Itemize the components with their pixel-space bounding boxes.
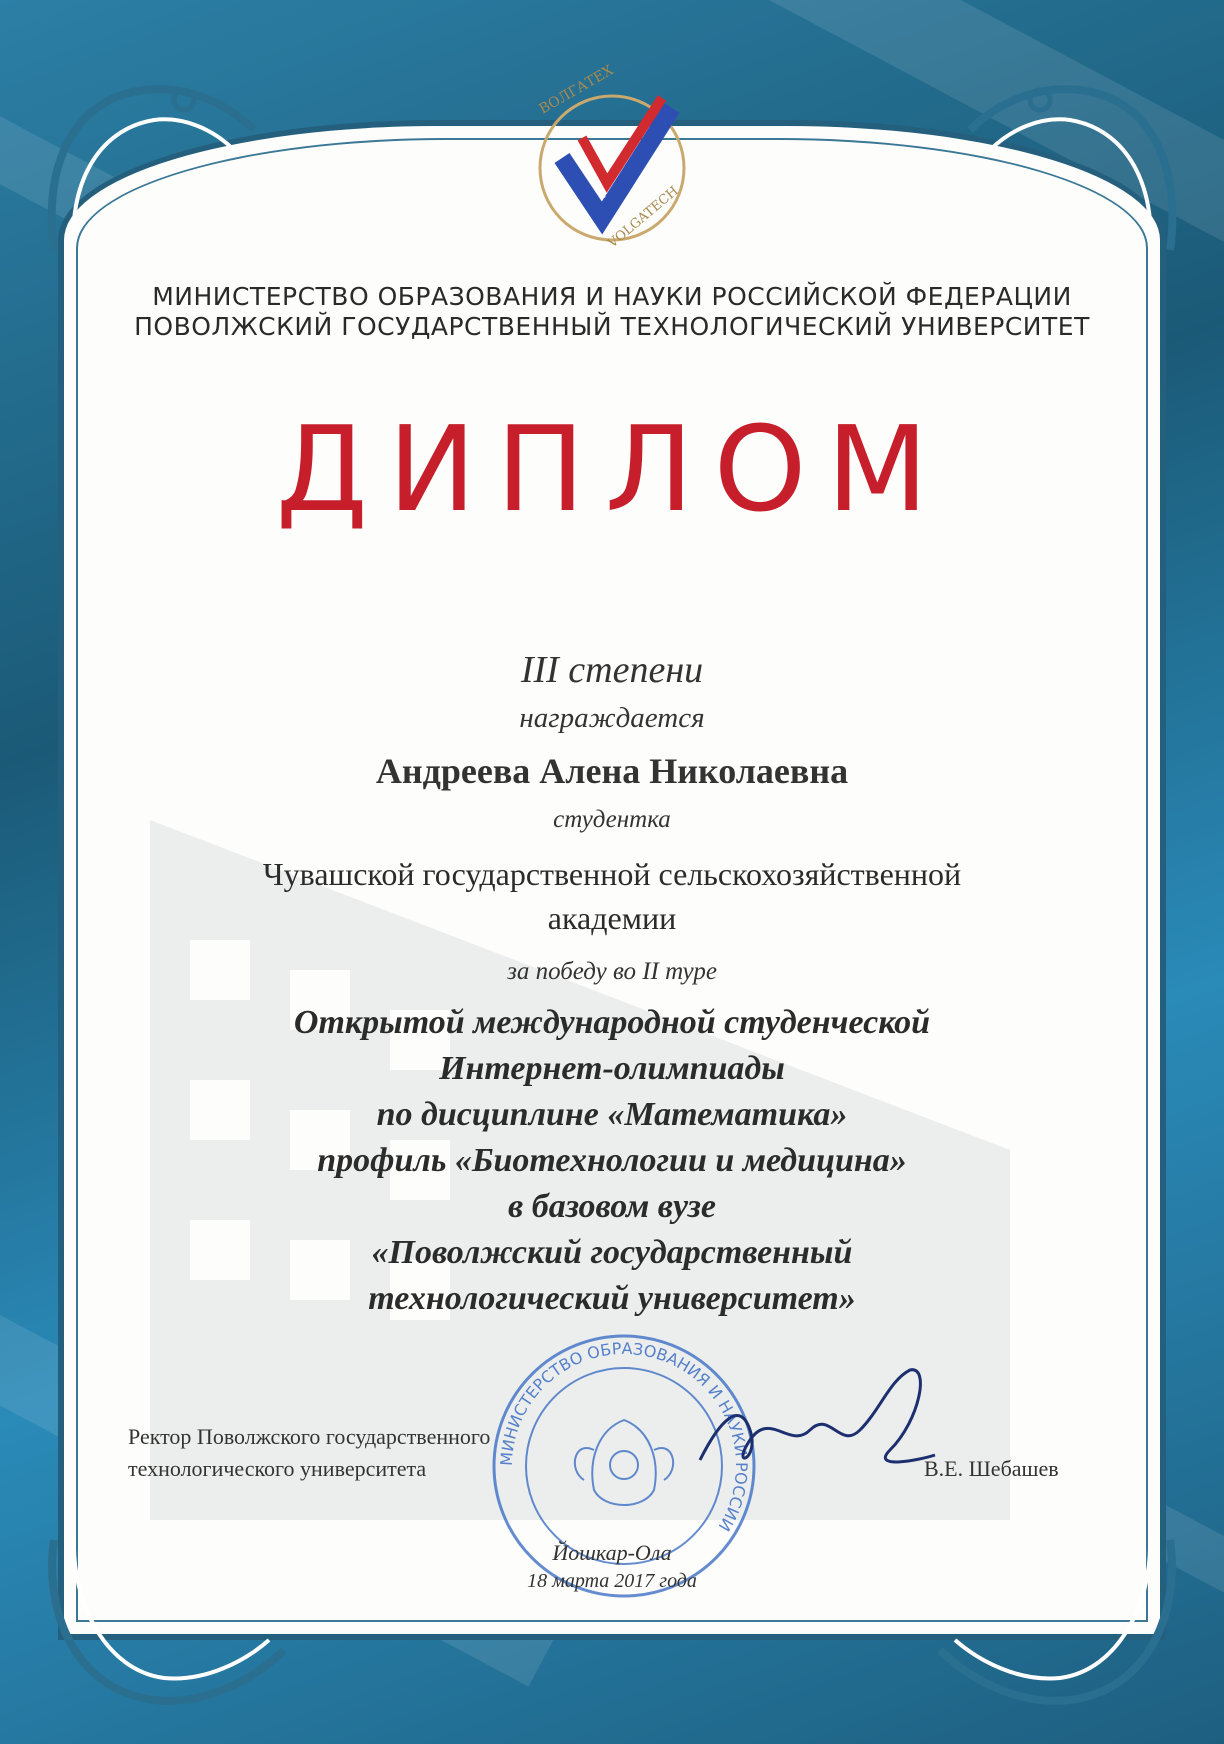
logo-text-latin: VOLGATECH: [605, 183, 682, 252]
stamp-outer-text: МИНИСТЕРСТВО ОБРАЗОВАНИЯ И НАУКИ РОССИИ: [496, 1338, 752, 1535]
issue-city: Йошкар-Ола: [552, 1540, 672, 1565]
institution-line-2: академии: [547, 900, 677, 936]
issue-date: 18 марта 2017 года: [527, 1570, 697, 1592]
award-reason: за победу во II туре: [507, 958, 717, 985]
recipient-status: студентка: [553, 806, 671, 833]
event-line: в базовом вузе: [508, 1188, 716, 1225]
degree-text: III степени: [520, 649, 704, 691]
event-line: Интернет-олимпиады: [439, 1050, 785, 1087]
ministry-name: МИНИСТЕРСТВО ОБРАЗОВАНИЯ И НАУКИ РОССИЙСКОЙ ФЕДЕРАЦИИ: [152, 282, 1072, 311]
event-line: технологический университет»: [368, 1280, 856, 1317]
top-left-ornament: [34, 60, 264, 260]
institution-line-1: Чувашской государственной сельскохозяйственной: [262, 856, 962, 892]
recipient-name: Андреева Алена Николаевна: [375, 751, 849, 791]
event-line: Открытой международной студенческой: [293, 1004, 931, 1041]
rector-position-line-1: Ректор Поволжского государственного: [128, 1424, 491, 1449]
event-line: по дисциплине «Математика»: [376, 1096, 848, 1133]
diploma-title: ДИПЛОМ: [275, 400, 949, 538]
event-line: профиль «Биотехнологии и медицина»: [317, 1142, 907, 1179]
rector-name: В.Е. Шебашев: [924, 1456, 1059, 1481]
rector-position-line-2: технологического университета: [128, 1456, 427, 1481]
event-line: «Поволжский государственный: [371, 1234, 853, 1271]
top-right-ornament: [960, 60, 1190, 260]
university-name: ПОВОЛЖСКИЙ ГОСУДАРСТВЕННЫЙ ТЕХНОЛОГИЧЕСКИЙ УНИВЕРСИТЕТ: [134, 312, 1090, 341]
awarded-text: награждается: [519, 702, 705, 734]
logo-text-cyrillic: ВОЛГАТЕХ: [536, 62, 617, 118]
handwritten-signature: [690, 1360, 940, 1490]
